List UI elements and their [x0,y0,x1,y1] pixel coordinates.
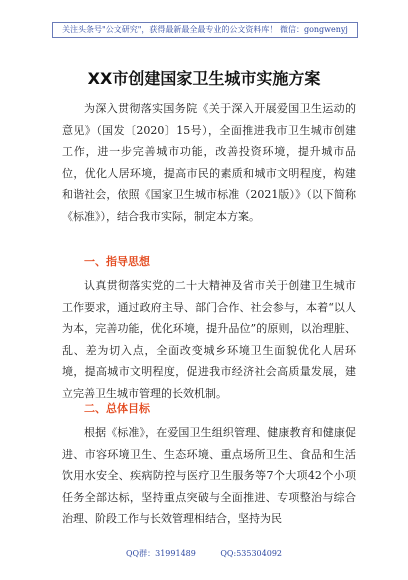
section-body-guiding-ideology: 认真贯彻落实党的二十大精神及省市关于创建卫生城市工作要求，通过政府主导、部门合作、社会参与，本着“以人为本，完善功能，优化环境，提升品位”的原则，以治理脏、乱、差为切入点，全面改变城乡环境卫生面貌优化人居环境，提高城市文明程度，促进我市经济社会高质量发展，建立完善卫生城市管理的长效机制。 [62,279,356,400]
section-heading-overall-goals: 二、总体目标 [84,402,150,415]
header-banner: 关注头条号"公文研究"，获得最新最全最专业的公文资料库！ 微信：gongwenyj [52,22,358,38]
intro-paragraph: 为深入贯彻落实国务院《关于深入开展爱国卫生运动的意见》（国发〔2020〕15号），全面推进我市卫生城市创建工作，进一步完善城市功能，改善投资环境，提升城市品位，优化人居环境，提高市民的素质和城市文明程度，构建和谐社会，依照《国家卫生城市标准（2021版）》（以下简称《标准》），结合我市实际，制定本方案。 [62,102,356,223]
document-title: XX市创建国家卫生城市实施方案 [87,69,321,88]
footer-contact: QQ群：31991489 QQ:535304092 [126,549,282,558]
section-body-overall-goals: 根据《标准》，在爱国卫生组织管理、健康教育和健康促进、市容环境卫生、生态环境、重点场所卫生、食品和生活饮用水安全、疾病防控与医疗卫生服务等7个大项42个小项任务全部达标，坚持重点突破与全面推进、专项整治与综合治理、阶段工作与长效管理相结合，坚持为民 [62,426,356,525]
section-heading-guiding-ideology: 一、指导思想 [84,255,150,268]
